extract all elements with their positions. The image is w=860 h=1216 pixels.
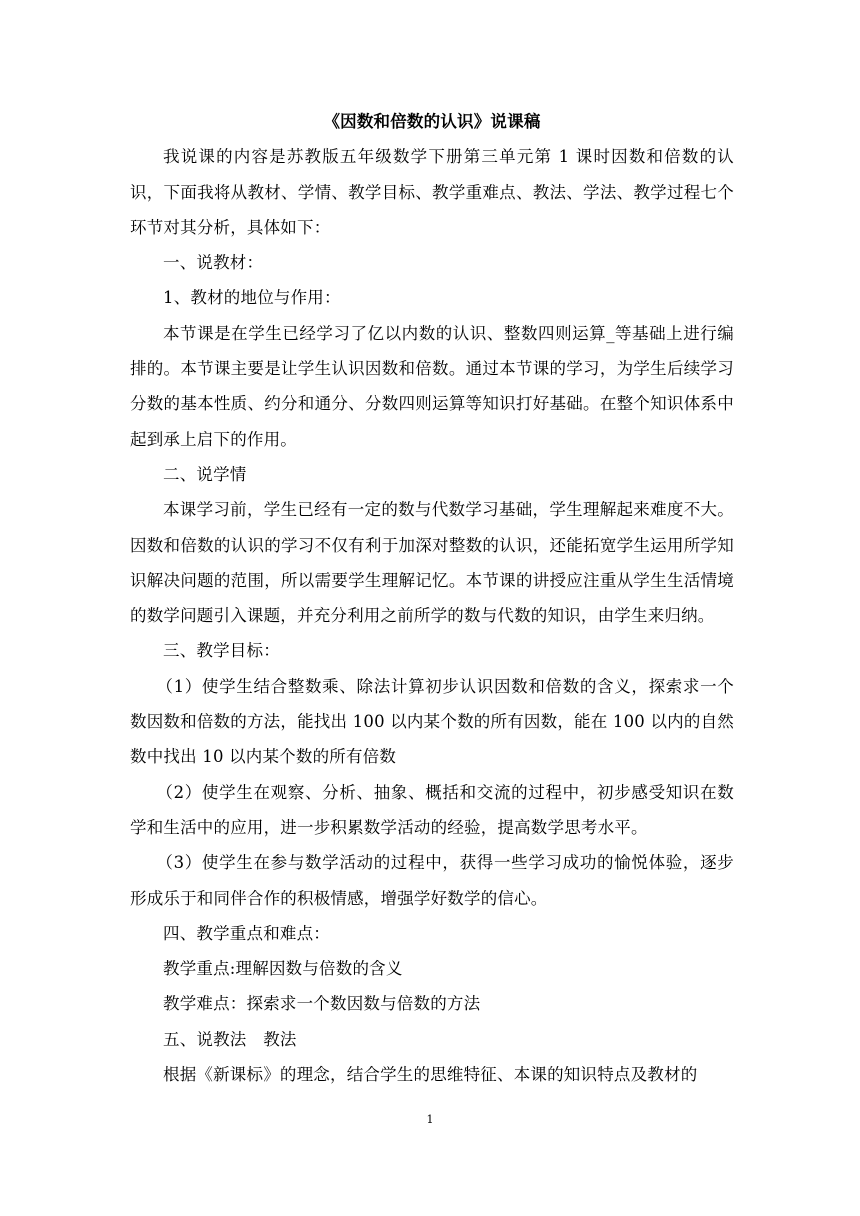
document-body	[130, 104, 734, 1092]
section-heading-goals: 三、教学目标：	[163, 641, 280, 661]
students-paragraph: 本课学习前，学生已经有一定的数与代数学习基础，学生理解起来难度不大。因数和倍数的认识的学习不仅有利于加深对整数的认识，还能拓宽学生运用所学知识解决问题的范围，所以需要学生理解记忆。本节课的讲授应注重从学生生活情境的数学问题引入课题，并充分利用之前所学的数与代数的知识，由学生来归纳。	[130, 500, 734, 626]
goal-item-3: （3）使学生在参与数学活动的过程中，获得一些学习成功的愉悦体验，逐步形成乐于和同伴合作的积极情感，增强学好数学的信心。	[130, 853, 734, 908]
difficult-point: 教学难点：探索求一个数因数与倍数的方法	[163, 994, 481, 1014]
methods-paragraph: 根据《新课标》的理念，结合学生的思维特征、本课的知识特点及教材的	[163, 1065, 698, 1085]
section-heading-key-points: 四、教学重点和难点：	[163, 923, 330, 943]
section-heading-textbook: 一、说教材：	[163, 253, 264, 273]
intro-paragraph: 我说课的内容是苏教版五年级数学下册第三单元第 1 课时因数和倍数的认识，下面我将从教材、学情、教学目标、教学重难点、教法、学法、教学过程七个环节对其分析，具体如下：	[130, 147, 734, 237]
goal-item-2: （2）使学生在观察、分析、抽象、概括和交流的过程中，初步感受知识在数学和生活中的应用，进一步积累数学活动的经验，提高数学思考水平。	[130, 782, 734, 837]
goal-item-1: （1）使学生结合整数乘、除法计算初步认识因数和倍数的含义，探索求一个数因数和倍数的方法，能找出 100 以内某个数的所有因数，能在 100 以内的自然数中找出 10 以内某个数的所有倍数	[130, 676, 734, 767]
subsection-heading-role: 1、教材的地位与作用：	[163, 288, 341, 308]
key-point: 教学重点:理解因数与倍数的含义	[163, 959, 403, 979]
section-heading-students: 二、说学情	[163, 464, 247, 484]
section-heading-methods: 五、说教法 教法	[163, 1029, 297, 1049]
page-title: 《因数和倍数的认识》说课稿	[323, 112, 541, 131]
page-number: 1	[426, 1113, 434, 1126]
textbook-paragraph: 本节课是在学生已经学习了亿以内数的认识、整数四则运算_等基础上进行编排的。本节课主要是让学生认识因数和倍数。通过本节课的学习，为学生后续学习分数的基本性质、约分和通分、分数四则运算等知识打好基础。在整个知识体系中起到承上启下的作用。	[130, 323, 734, 449]
